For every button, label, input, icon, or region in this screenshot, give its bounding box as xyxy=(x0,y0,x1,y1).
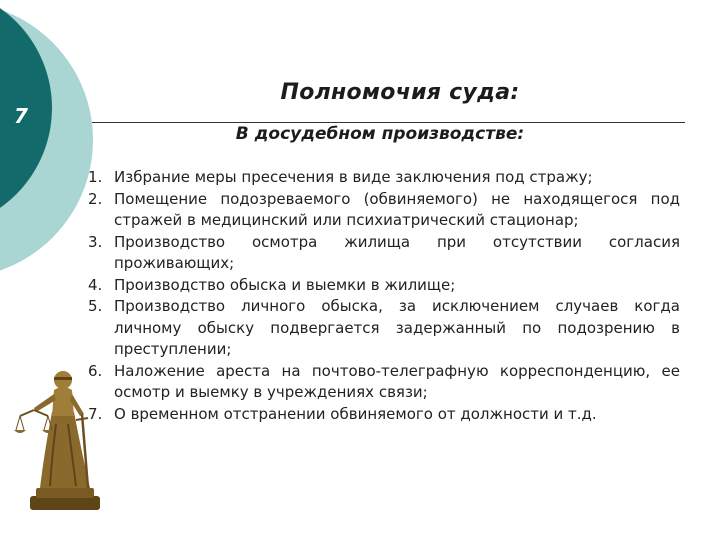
item-text: Производство личного обыска, за исключением случаев когда личному обыску подвергается задержанный по подозрению в преступлении; xyxy=(114,297,680,358)
item-text: О временном отстранении обвиняемого от должности и т.д. xyxy=(114,404,597,423)
list-item xyxy=(88,167,680,189)
item-text: Производство обыска и выемки в жилище; xyxy=(114,275,456,294)
list-item xyxy=(88,275,680,297)
item-number: 4. xyxy=(88,275,103,294)
item-number: 7. xyxy=(88,404,103,423)
item-number: 6. xyxy=(88,361,103,380)
slide-title: Полномочия суда: xyxy=(280,80,520,105)
list-item xyxy=(88,361,680,404)
slide-subtitle: В досудебном производстве: xyxy=(235,124,525,144)
list-item xyxy=(88,404,680,426)
item-number: 5. xyxy=(88,297,103,315)
slide-number: 7 xyxy=(14,104,28,128)
title-divider xyxy=(92,122,685,123)
item-number: 3. xyxy=(88,232,103,251)
item-number: 1. xyxy=(88,168,103,186)
item-text: Избрание меры пресечения в виде заключения под стражу; xyxy=(114,168,593,186)
item-number: 2. xyxy=(88,189,103,208)
list-item xyxy=(88,296,680,361)
item-text: Производство осмотра жилища при отсутствии согласия проживающих; xyxy=(114,232,680,272)
list-item xyxy=(88,189,680,232)
powers-list xyxy=(88,167,680,425)
list-item xyxy=(88,232,680,275)
item-text: Наложение ареста на почтово-телеграфную корреспонденцию, ее осмотр и выемку в учреждениях связи; xyxy=(114,361,680,401)
item-text: Помещение подозреваемого (обвиняемого) не находящегося под стражей в медицинский или психиатрический стационар; xyxy=(114,189,680,229)
